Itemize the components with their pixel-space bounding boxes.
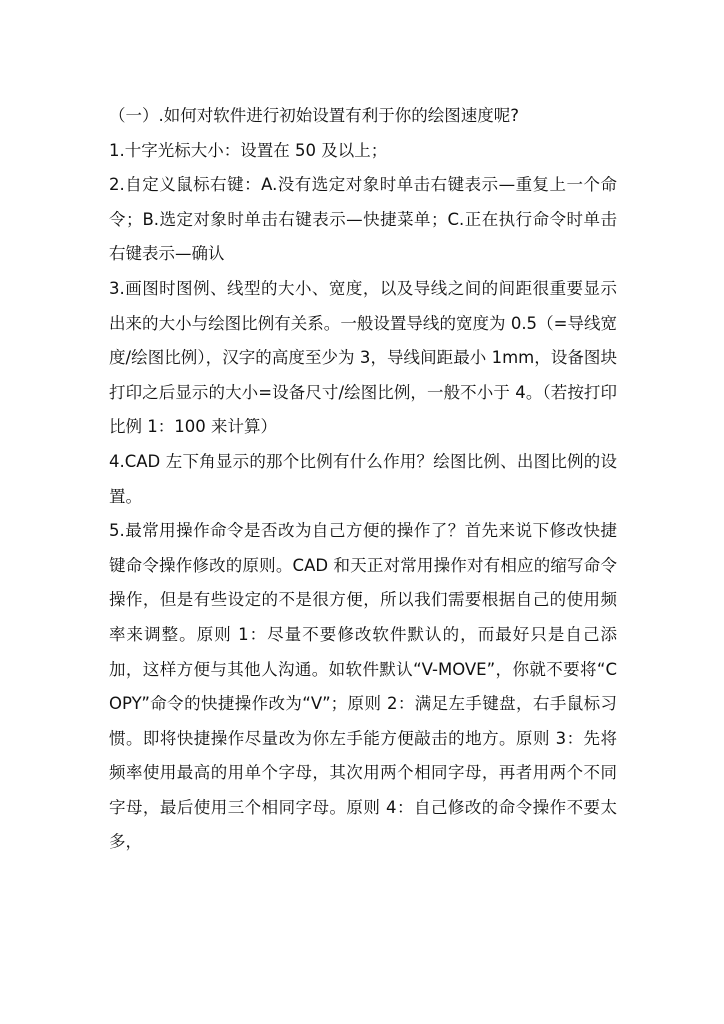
paragraph-3-drawing-scale: 3.画图时图例、线型的大小、宽度，以及导线之间的间距很重要显示出来的大小与绘图比例有关系。一般设置导线的宽度为 0.5（=导线宽度/绘图比例），汉字的高度至少为 3，导线间距最小 1mm，设备图块打印之后显示的大小=设备尺寸/绘图比例，一般不小于 4。（若按打印比例 1：100 来计算）: [109, 278, 617, 437]
paragraph-5-shortcuts: 5.最常用操作命令是否改为自己方便的操作了？首先来说下修改快捷键命令操作修改的原则。CAD 和天正对常用操作对有相应的缩写命令操作，但是有些设定的不是很方便，所以我们需要根据自己的使用频率来调整。原则 1：尽量不要修改软件默认的，而最好只是自己添加，这样方便与其他人沟通。如软件默认“V-MOVE”，你就不要将“COPY”命令的快捷操作改为“V”；原则 2：满足左手键盘，右手鼠标习惯。即将快捷操作尽量改为你左手能方便敲击的地方。原则 3：先将频率使用最高的用单个字母，其次用两个相同字母，再者用两个不同字母，最后使用三个相同字母。原则 4：自己修改的命令操作不要太多，: [109, 521, 617, 852]
paragraph-4-cad-scale: 4.CAD 左下角显示的那个比例有什么作用？绘图比例、出图比例的设置。: [109, 451, 617, 506]
question-heading: （一）.如何对软件进行初始设置有利于你的绘图速度呢?: [109, 106, 520, 125]
document-body: [109, 99, 617, 860]
paragraph-1-cursor-size: 1.十字光标大小：设置在 50 及以上；: [109, 140, 388, 160]
paragraph-2-right-click: 2.自定义鼠标右键：A.没有选定对象时单击右键表示—重复上一个命令；B.选定对象时单击右键表示—快捷菜单；C.正在执行命令时单击右键表示—确认: [109, 175, 617, 264]
